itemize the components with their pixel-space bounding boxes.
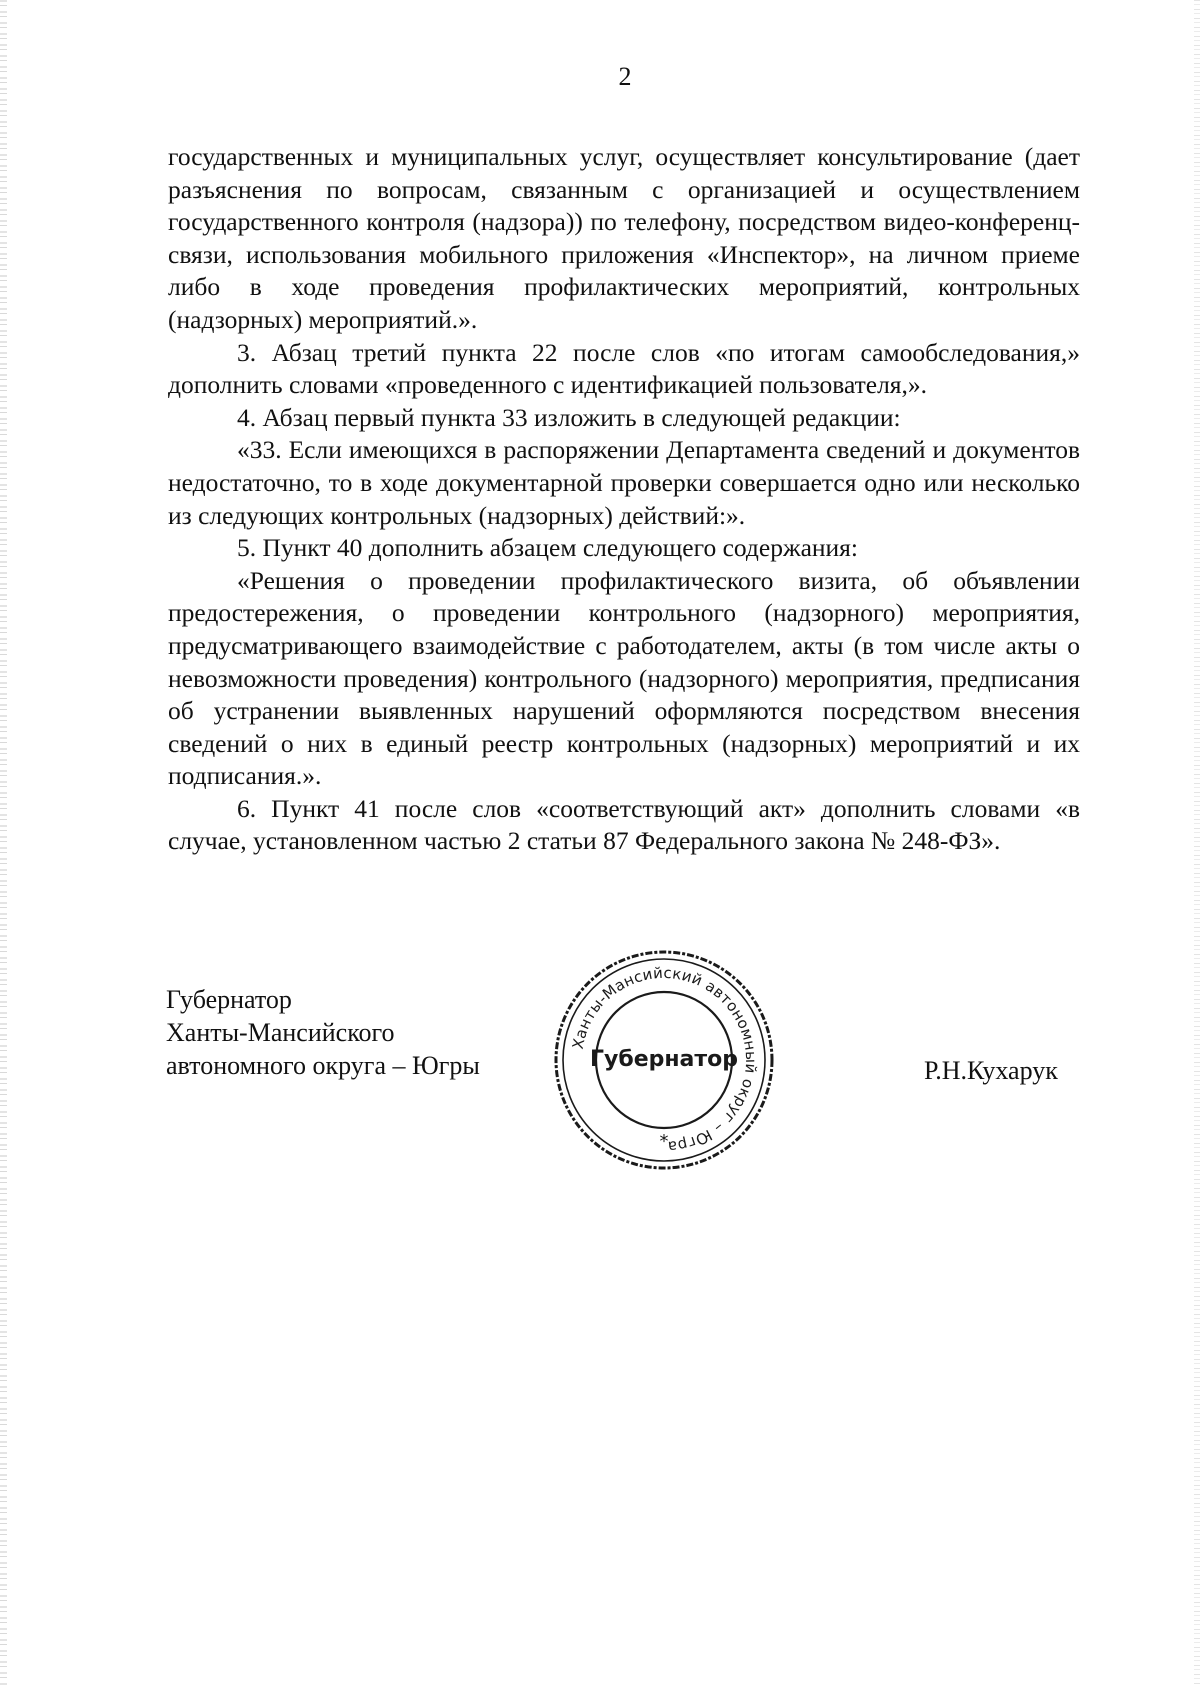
paragraph: 6. Пункт 41 после слов «соответствующий акт» дополнить словами «в случае, установленном частью 2 статьи 87 Федерального закона № 248-ФЗ». — [168, 793, 1080, 856]
paragraph: 3. Абзац третий пункта 22 после слов «по итогам самообследования,» дополнить словами «проведенного с идентификацией пользователя,». — [168, 337, 1080, 400]
paragraph: «33. Если имеющихся в распоряжении Департамента сведений и документов недостаточно, то в ходе документарной проверки совершается одно или несколько из следующих контрольных (надзорных) действий:». — [168, 435, 1080, 530]
seal-center-text: Губернатор — [589, 1047, 739, 1072]
paragraph: государственных и муниципальных услуг, осуществляет консультирование (дает разъяснения по вопросам, связанным с организацией и осуществлением государственного контроля (надзора)) по телефону, посредством видео-конференц-связи, использования мобильного приложения «Инспектор», на личном приеме либо в ходе проведения профилактических мероприятий, контрольных (надзорных) мероприятий.». — [168, 142, 1080, 334]
document-body — [168, 141, 1080, 858]
signatory-title-line: автономного округа – Югры — [166, 1051, 480, 1080]
signatory-title-line: Губернатор — [166, 985, 292, 1014]
signatory-name: Р.Н.Кухарук — [924, 1056, 1058, 1085]
seal-star: * — [659, 1131, 669, 1152]
paragraph: 4. Абзац первый пункта 33 изложить в следующей редакции: — [237, 402, 901, 432]
paragraph: 5. Пункт 40 дополнить абзацем следующего содержания: — [237, 533, 858, 563]
seal-ring-text: Ханты-Мансийский автономный округ – Югра — [568, 963, 761, 1157]
scan-edge-left — [0, 0, 7, 1686]
paragraph: «Решения о проведении профилактического визита, об объявлении предостережения, о проведении контрольного (надзорного) мероприятия, предусматривающего взаимодействие с работодателем, акты (в том числе акты о невозможности проведения) контрольного (надзорного) мероприятия, предписания об устранении выявленных нарушений оформляются посредством внесения сведений о них в единый реестр контрольных (надзорных) мероприятий и их подписания.». — [168, 565, 1080, 791]
signatory-title — [166, 983, 480, 1082]
official-seal — [548, 944, 780, 1176]
signatory-title-line: Ханты-Мансийского — [166, 1018, 395, 1047]
page-number: 2 — [618, 62, 632, 91]
scan-edge-right — [1194, 0, 1200, 1686]
